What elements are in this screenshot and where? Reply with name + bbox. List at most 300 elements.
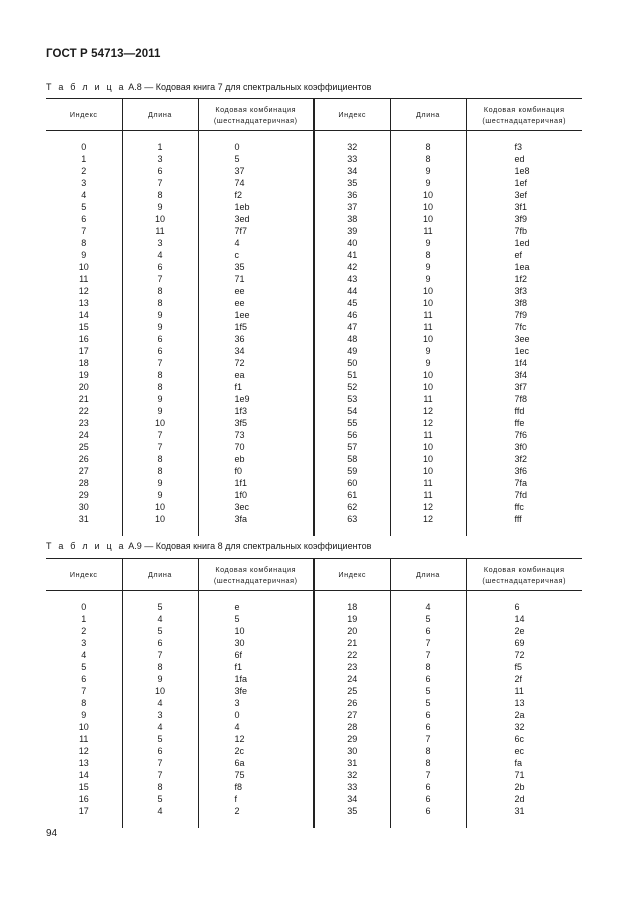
cell-index: 18 (78, 358, 89, 368)
spacer-cell (46, 817, 122, 828)
cell-code: 3fe (198, 685, 314, 697)
table-row (46, 357, 582, 369)
cell-length: 9 (390, 177, 466, 189)
table-row (46, 477, 582, 489)
table-row (46, 189, 582, 201)
cell-code: ffc (466, 501, 582, 513)
table-row (46, 601, 582, 613)
cell-index: 2 (81, 626, 87, 636)
cell-index: 13 (78, 298, 89, 308)
cell-length: 10 (390, 285, 466, 297)
spacer-cell (314, 817, 390, 828)
cell-length: 7 (122, 769, 198, 781)
cell-code: 12 (198, 733, 314, 745)
header-code: Кодовая комбинация (шестнадцатеричная) (198, 99, 314, 131)
cell-code: 0 (198, 141, 314, 153)
cell-code: 3f9 (466, 213, 582, 225)
cell-index: 53 (314, 393, 390, 405)
cell-length: 5 (390, 613, 466, 625)
table-row (46, 297, 582, 309)
table-a9 (46, 558, 582, 828)
cell-length: 10 (390, 453, 466, 465)
cell-index: 4 (81, 190, 87, 200)
cell-code: f0 (198, 465, 314, 477)
cell-index: 2 (81, 166, 87, 176)
cell-code: 31 (466, 805, 582, 817)
spacer-cell (390, 591, 466, 602)
cell-code: 36 (198, 333, 314, 345)
header-code: Кодовая комбинация (шестнадцатеричная) (198, 559, 314, 591)
cell-code: ea (198, 369, 314, 381)
cell-code: 3f0 (466, 441, 582, 453)
cell-index: 32 (314, 141, 390, 153)
table-row (46, 673, 582, 685)
cell-code: 2 (198, 805, 314, 817)
table-row (46, 225, 582, 237)
cell-index: 23 (78, 418, 89, 428)
cell-length: 9 (122, 477, 198, 489)
cell-code: 3f2 (466, 453, 582, 465)
cell-code: 10 (198, 625, 314, 637)
cell-length: 10 (390, 189, 466, 201)
caption-text: А.8 — Кодовая книга 7 для спектральных коэффициентов (125, 82, 372, 92)
cell-index: 44 (314, 285, 390, 297)
cell-code: 0 (198, 709, 314, 721)
table-row (46, 793, 582, 805)
cell-code: 5 (198, 613, 314, 625)
cell-index: 15 (78, 782, 89, 792)
spacer-cell (314, 131, 390, 142)
cell-length: 9 (390, 273, 466, 285)
table-row (46, 153, 582, 165)
cell-length: 6 (122, 345, 198, 357)
table-a8 (46, 98, 582, 536)
cell-length: 7 (390, 733, 466, 745)
cell-index: 38 (314, 213, 390, 225)
table-row (46, 249, 582, 261)
cell-index: 59 (314, 465, 390, 477)
cell-index: 30 (314, 745, 390, 757)
standard-title: ГОСТ Р 54713—2011 (46, 48, 161, 60)
cell-length: 5 (122, 793, 198, 805)
cell-code: 74 (198, 177, 314, 189)
cell-index: 25 (314, 685, 390, 697)
cell-length: 9 (390, 237, 466, 249)
cell-length: 9 (122, 405, 198, 417)
cell-index: 20 (314, 625, 390, 637)
cell-index: 8 (81, 238, 87, 248)
cell-index: 27 (78, 466, 89, 476)
cell-length: 7 (122, 177, 198, 189)
cell-index: 36 (314, 189, 390, 201)
cell-index: 20 (78, 382, 89, 392)
cell-length: 9 (390, 357, 466, 369)
cell-code: 2f (466, 673, 582, 685)
cell-code: 3ec (198, 501, 314, 513)
spacer-cell (122, 131, 198, 142)
cell-code: 7f8 (466, 393, 582, 405)
cell-index: 10 (78, 262, 89, 272)
cell-length: 10 (122, 417, 198, 429)
cell-index: 10 (78, 722, 89, 732)
cell-code: 1ef (466, 177, 582, 189)
cell-code: 1f5 (198, 321, 314, 333)
cell-index: 11 (79, 734, 89, 744)
header-index: Индекс (314, 559, 390, 591)
cell-code: 2d (466, 793, 582, 805)
cell-index: 12 (78, 746, 89, 756)
table-row (46, 721, 582, 733)
cell-code: f5 (466, 661, 582, 673)
header-index: Индекс (46, 559, 122, 591)
cell-code: 70 (198, 441, 314, 453)
table-row (46, 417, 582, 429)
cell-index: 43 (314, 273, 390, 285)
cell-length: 6 (390, 709, 466, 721)
cell-index: 57 (314, 441, 390, 453)
spacer-cell (198, 525, 314, 536)
cell-length: 5 (122, 733, 198, 745)
cell-code: 1e9 (198, 393, 314, 405)
cell-length: 9 (122, 393, 198, 405)
cell-length: 6 (390, 805, 466, 817)
cell-code: 37 (198, 165, 314, 177)
cell-index: 4 (81, 650, 87, 660)
header-length: Длина (390, 559, 466, 591)
cell-index: 8 (81, 698, 87, 708)
cell-length: 12 (390, 417, 466, 429)
cell-index: 41 (314, 249, 390, 261)
cell-code: 3f1 (466, 201, 582, 213)
page-number: 94 (46, 828, 58, 839)
cell-length: 11 (390, 489, 466, 501)
cell-code: c (198, 249, 314, 261)
cell-length: 11 (390, 393, 466, 405)
cell-code: 3f6 (466, 465, 582, 477)
cell-code: f8 (198, 781, 314, 793)
spacer-row (46, 525, 582, 536)
cell-length: 10 (390, 297, 466, 309)
table-row (46, 213, 582, 225)
cell-length: 1 (122, 141, 198, 153)
cell-index: 42 (314, 261, 390, 273)
cell-index: 28 (78, 478, 89, 488)
cell-code: 7fa (466, 477, 582, 489)
cell-index: 6 (81, 214, 87, 224)
cell-length: 4 (122, 805, 198, 817)
header-length: Длина (122, 559, 198, 591)
cell-code: 7fc (466, 321, 582, 333)
cell-length: 6 (390, 673, 466, 685)
cell-code: 6 (466, 601, 582, 613)
table-row (46, 513, 582, 525)
cell-length: 10 (122, 513, 198, 525)
cell-code: 73 (198, 429, 314, 441)
cell-length: 8 (390, 153, 466, 165)
cell-index: 55 (314, 417, 390, 429)
spacer-cell (46, 591, 122, 602)
cell-length: 8 (390, 141, 466, 153)
cell-length: 9 (390, 261, 466, 273)
cell-index: 0 (81, 602, 87, 612)
cell-code: fff (466, 513, 582, 525)
cell-length: 7 (122, 429, 198, 441)
cell-length: 10 (390, 333, 466, 345)
cell-length: 7 (122, 441, 198, 453)
cell-index: 61 (314, 489, 390, 501)
cell-code: ef (466, 249, 582, 261)
cell-code: f (198, 793, 314, 805)
caption-label: Т а б л и ц а (46, 82, 126, 92)
cell-length: 4 (122, 613, 198, 625)
cell-length: 11 (390, 321, 466, 333)
cell-code: 32 (466, 721, 582, 733)
header-index: Индекс (314, 99, 390, 131)
spacer-cell (46, 525, 122, 536)
cell-code: f2 (198, 189, 314, 201)
cell-length: 12 (390, 513, 466, 525)
table-row (46, 637, 582, 649)
table-row (46, 465, 582, 477)
cell-index: 48 (314, 333, 390, 345)
cell-code: 1f3 (198, 405, 314, 417)
cell-code: 3ee (466, 333, 582, 345)
cell-index: 13 (78, 758, 89, 768)
cell-length: 8 (122, 297, 198, 309)
table-row (46, 661, 582, 673)
cell-code: 3fa (198, 513, 314, 525)
cell-code: 3ef (466, 189, 582, 201)
header-code: Кодовая комбинация (шестнадцатеричная) (466, 99, 582, 131)
cell-code: f3 (466, 141, 582, 153)
cell-code: f1 (198, 381, 314, 393)
cell-length: 6 (390, 625, 466, 637)
cell-length: 3 (122, 237, 198, 249)
spacer-cell (198, 591, 314, 602)
table-row (46, 201, 582, 213)
cell-code: 34 (198, 345, 314, 357)
table-row (46, 685, 582, 697)
spacer-cell (122, 817, 198, 828)
cell-code: 3ed (198, 213, 314, 225)
cell-code: e (198, 601, 314, 613)
cell-code: 2a (466, 709, 582, 721)
cell-length: 10 (390, 441, 466, 453)
cell-code: 6c (466, 733, 582, 745)
cell-index: 16 (78, 334, 89, 344)
cell-code: 35 (198, 261, 314, 273)
cell-length: 12 (390, 405, 466, 417)
cell-length: 6 (390, 781, 466, 793)
table-row (46, 453, 582, 465)
cell-length: 5 (122, 601, 198, 613)
cell-index: 14 (78, 310, 89, 320)
cell-code: 1e8 (466, 165, 582, 177)
cell-length: 9 (122, 673, 198, 685)
cell-code: ffe (466, 417, 582, 429)
cell-index: 21 (314, 637, 390, 649)
table-row (46, 261, 582, 273)
table-a9-caption (46, 541, 371, 551)
cell-code: 3f5 (198, 417, 314, 429)
table-row (46, 237, 582, 249)
cell-code: 3 (198, 697, 314, 709)
cell-length: 9 (390, 165, 466, 177)
cell-index: 50 (314, 357, 390, 369)
table-a8-caption (46, 82, 371, 92)
table-row (46, 285, 582, 297)
cell-code: 7fd (466, 489, 582, 501)
table-row (46, 369, 582, 381)
cell-index: 33 (314, 153, 390, 165)
spacer-cell (198, 131, 314, 142)
cell-length: 11 (390, 225, 466, 237)
cell-code: 7f6 (466, 429, 582, 441)
cell-length: 3 (122, 153, 198, 165)
cell-length: 8 (122, 189, 198, 201)
cell-code: 3f8 (466, 297, 582, 309)
cell-code: 2c (198, 745, 314, 757)
cell-index: 5 (81, 662, 87, 672)
table-row (46, 649, 582, 661)
cell-length: 5 (390, 697, 466, 709)
cell-index: 19 (314, 613, 390, 625)
cell-index: 3 (81, 638, 87, 648)
cell-index: 26 (78, 454, 89, 464)
table-row (46, 405, 582, 417)
cell-code: 4 (198, 237, 314, 249)
cell-length: 10 (122, 213, 198, 225)
table-row (46, 429, 582, 441)
spacer-cell (314, 591, 390, 602)
cell-code: 7fb (466, 225, 582, 237)
cell-index: 0 (81, 142, 87, 152)
cell-index: 17 (78, 806, 89, 816)
header-index: Индекс (46, 99, 122, 131)
cell-code: 2b (466, 781, 582, 793)
cell-index: 60 (314, 477, 390, 489)
cell-code: 1f1 (198, 477, 314, 489)
table-row (46, 745, 582, 757)
table-row (46, 321, 582, 333)
cell-index: 29 (78, 490, 89, 500)
cell-index: 63 (314, 513, 390, 525)
cell-index: 11 (79, 274, 89, 284)
cell-index: 52 (314, 381, 390, 393)
spacer-cell (46, 131, 122, 142)
header-length: Длина (122, 99, 198, 131)
cell-code: 69 (466, 637, 582, 649)
spacer-cell (466, 525, 582, 536)
cell-index: 56 (314, 429, 390, 441)
table-row (46, 769, 582, 781)
table-row (46, 441, 582, 453)
cell-length: 11 (390, 309, 466, 321)
cell-index: 58 (314, 453, 390, 465)
cell-length: 10 (390, 213, 466, 225)
spacer-cell (122, 591, 198, 602)
cell-length: 10 (390, 381, 466, 393)
table-a9-body (46, 591, 582, 829)
cell-index: 18 (314, 601, 390, 613)
cell-code: 75 (198, 769, 314, 781)
table-row (46, 757, 582, 769)
cell-index: 46 (314, 309, 390, 321)
cell-index: 7 (81, 226, 87, 236)
cell-length: 7 (122, 357, 198, 369)
table-row (46, 165, 582, 177)
cell-code: 1ec (466, 345, 582, 357)
cell-length: 9 (122, 489, 198, 501)
cell-index: 34 (314, 793, 390, 805)
table-row (46, 489, 582, 501)
cell-code: 1fa (198, 673, 314, 685)
cell-index: 34 (314, 165, 390, 177)
cell-length: 8 (122, 453, 198, 465)
spacer-cell (390, 817, 466, 828)
cell-length: 9 (390, 345, 466, 357)
cell-index: 1 (81, 154, 87, 164)
cell-code: 71 (198, 273, 314, 285)
cell-index: 23 (314, 661, 390, 673)
cell-code: eb (198, 453, 314, 465)
cell-code: 3f3 (466, 285, 582, 297)
cell-code: 13 (466, 697, 582, 709)
table-row (46, 345, 582, 357)
cell-length: 8 (122, 781, 198, 793)
cell-index: 17 (78, 346, 89, 356)
cell-index: 5 (81, 202, 87, 212)
cell-code: 4 (198, 721, 314, 733)
cell-length: 4 (390, 601, 466, 613)
cell-index: 22 (78, 406, 89, 416)
cell-length: 5 (390, 685, 466, 697)
caption-label: Т а б л и ц а (46, 541, 126, 551)
header-code: Кодовая комбинация (шестнадцатеричная) (466, 559, 582, 591)
cell-index: 35 (314, 177, 390, 189)
cell-code: 14 (466, 613, 582, 625)
table-row (46, 309, 582, 321)
cell-length: 6 (122, 745, 198, 757)
cell-code: ee (198, 297, 314, 309)
cell-length: 6 (122, 165, 198, 177)
cell-code: ec (466, 745, 582, 757)
cell-index: 31 (78, 514, 89, 524)
cell-index: 47 (314, 321, 390, 333)
cell-index: 25 (78, 442, 89, 452)
table-row (46, 697, 582, 709)
cell-length: 4 (122, 697, 198, 709)
cell-code: f1 (198, 661, 314, 673)
spacer-cell (122, 525, 198, 536)
cell-code: 30 (198, 637, 314, 649)
cell-code: 11 (466, 685, 582, 697)
cell-index: 7 (81, 686, 87, 696)
cell-code: 72 (198, 357, 314, 369)
cell-code: 1ea (466, 261, 582, 273)
cell-length: 7 (390, 637, 466, 649)
cell-code: 1ee (198, 309, 314, 321)
table-row (46, 177, 582, 189)
cell-code: 7f9 (466, 309, 582, 321)
cell-code: ed (466, 153, 582, 165)
table-row (46, 141, 582, 153)
cell-length: 9 (122, 201, 198, 213)
table-row (46, 381, 582, 393)
cell-length: 10 (122, 685, 198, 697)
cell-code: 3f4 (466, 369, 582, 381)
table-row (46, 333, 582, 345)
